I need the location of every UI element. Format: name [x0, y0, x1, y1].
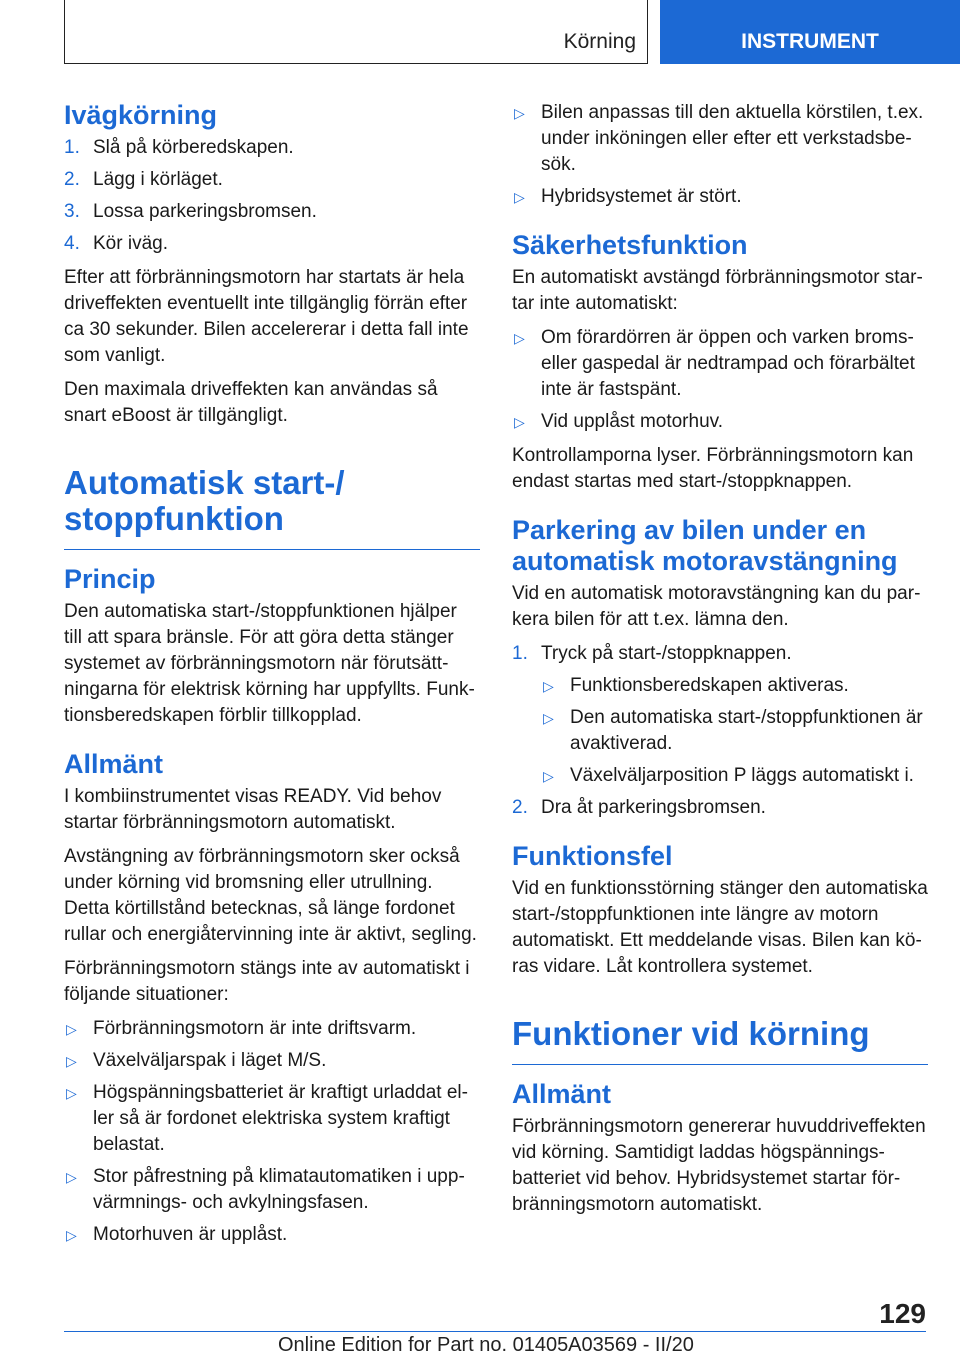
bullet-text: Den automatiska start-/stoppfunktionen är avaktiverad. [570, 707, 923, 754]
header-box [64, 0, 648, 64]
bullet-triangle-icon: ▷ [514, 330, 525, 346]
bullet-text: Stor påfrestning på klimatautomatiken i uppvärmnings- och avkylningsfasen. [93, 1166, 465, 1213]
list-item [64, 135, 480, 161]
heading-allmant-2: Allmänt [512, 1079, 612, 1109]
list-item [64, 1222, 480, 1248]
list-item [64, 1016, 480, 1042]
step-number: 3. [64, 201, 80, 222]
step-number: 1. [64, 137, 80, 158]
start-steps [64, 135, 480, 257]
bullet-text: Bilen anpassas till den aktuella körstilen, t.ex. under inköningen eller efter ett verkstadsbesök. [541, 102, 924, 175]
bullet-list [512, 100, 928, 210]
bullet-triangle-icon: ▷ [543, 710, 554, 726]
paragraph: Den automatiska start-/stoppfunktionen hjälper till att spara bränsle. För att göra detta stänger systemet av förbränningsmotorn när förutsättningarna för elektrisk körning har uppfyllts. Funktionsberedskapen förblir tillkopplad. [64, 601, 475, 726]
bullet-triangle-icon: ▷ [66, 1053, 77, 1069]
paragraph: Förbränningsmotorn genererar huvuddriveffekten vid körning. Samtidigt laddas högspänningsbatteriet vid behov. Hybridsystemet startar förbränningsmotorn automatiskt. [512, 1116, 926, 1215]
paragraph: Efter att förbränningsmotorn har startats är hela driveffekten eventuellt inte tillgänglig förrän efter ca 30 sekunder. Bilen accelererar i detta fall inte som vanligt. [64, 267, 469, 366]
heading-sakerhetsfunktion: Säkerhetsfunktion [512, 230, 748, 260]
bullet-list [512, 325, 928, 435]
paragraph: I kombiinstrumentet visas READY. Vid behov startar förbränningsmotorn automatiskt. [64, 786, 442, 833]
step-number: 2. [512, 797, 528, 818]
step-text: Kör iväg. [93, 233, 168, 254]
parking-steps [512, 641, 928, 821]
sub-bullet-list [541, 673, 928, 789]
list-item [64, 199, 480, 225]
list-item [64, 231, 480, 257]
header-tab-label: INSTRUMENT [741, 30, 879, 53]
paragraph: Vid en funktionsstörning stänger den automatiska start-/stoppfunktionen inte längre av motorn automatiskt. Ett meddelande visas. Bilen kan köras vidare. Låt kontrollera systemet. [512, 878, 928, 977]
heading-princip: Princip [64, 564, 156, 594]
paragraph: Den maximala driveffekten kan användas så snart eBoost är tillgängligt. [64, 379, 438, 426]
step-number: 4. [64, 233, 80, 254]
footer-edition: Online Edition for Part no. 01405A03569 - II/20 [278, 1334, 694, 1356]
bullet-text: Hybridsystemet är stört. [541, 186, 742, 207]
right-column [512, 100, 928, 1226]
bullet-text: Vid upplåst motorhuv. [541, 411, 724, 432]
list-item [64, 1164, 480, 1216]
heading-parkering: Parkering av bilen under en automatisk motoravstängning [512, 515, 898, 576]
bullet-triangle-icon: ▷ [514, 414, 525, 430]
heading-automatisk-start-stopp: Automatisk start-/ stoppfunktion [64, 465, 480, 550]
step-text: Slå på körberedskapen. [93, 137, 294, 158]
step-text: Tryck på start-/stoppknappen. [541, 643, 792, 664]
bullet-triangle-icon: ▷ [66, 1169, 77, 1185]
list-item [512, 325, 928, 403]
bullet-triangle-icon: ▷ [66, 1021, 77, 1037]
step-text: Lossa parkeringsbromsen. [93, 201, 317, 222]
header-chapter-tab[interactable] [660, 0, 960, 64]
bullet-triangle-icon: ▷ [514, 189, 525, 205]
header-section-title: Körning [563, 30, 636, 53]
bullet-triangle-icon: ▷ [66, 1227, 77, 1243]
step-number: 1. [512, 643, 528, 664]
list-item [64, 1080, 480, 1158]
heading-ivagkorning: Ivägkörning [64, 100, 218, 130]
list-item [64, 167, 480, 193]
list-item [64, 1048, 480, 1074]
paragraph: En automatiskt avstängd förbränningsmotor startar inte automatiskt: [512, 267, 923, 314]
bullet-triangle-icon: ▷ [66, 1085, 77, 1101]
list-item [541, 673, 928, 699]
paragraph: Förbränningsmotorn stängs inte av automatiskt i följande situationer: [64, 958, 470, 1005]
bullet-triangle-icon: ▷ [543, 768, 554, 784]
heading-allmant: Allmänt [64, 749, 164, 779]
paragraph: Kontrollamporna lyser. Förbränningsmotorn kan endast startas med start-/stoppknappen. [512, 445, 914, 492]
list-item [512, 100, 928, 178]
bullet-triangle-icon: ▷ [514, 105, 525, 121]
bullet-text: Förbränningsmotorn är inte driftsvarm. [93, 1018, 417, 1039]
list-item [512, 641, 928, 789]
list-item [512, 795, 928, 821]
paragraph: Vid en automatisk motoravstängning kan du parkera bilen för att t.ex. lämna den. [512, 583, 921, 630]
bullet-list [64, 1016, 480, 1248]
bullet-text: Högspänningsbatteriet är kraftigt urladdat eller så är fordonet elektriska system kraftigt belastat. [93, 1082, 468, 1155]
paragraph: Avstängning av förbränningsmotorn sker också under körning vid bromsning eller utrullning. Detta körtillstånd betecknas, så länge fordonet rullar och energiåtervinning inte är aktivt, segling. [64, 846, 477, 945]
left-column [64, 100, 480, 1256]
bullet-text: Växelväljarspak i läget M/S. [93, 1050, 327, 1071]
list-item [541, 705, 928, 757]
step-number: 2. [64, 169, 80, 190]
heading-funktionsfel: Funktionsfel [512, 841, 673, 871]
bullet-text: Om förardörren är öppen och varken broms- eller gaspedal är nedtrampad och förarbältet inte är fastspänt. [541, 327, 915, 400]
bullet-text: Växelväljarposition P läggs automatiskt i. [570, 765, 914, 786]
bullet-text: Funktionsberedskapen aktiveras. [570, 675, 849, 696]
page-number: 129 [879, 1298, 926, 1329]
list-item [512, 409, 928, 435]
list-item [512, 184, 928, 210]
list-item [541, 763, 928, 789]
heading-funktioner-vid-korning: Funktioner vid körning [512, 1016, 928, 1065]
step-text: Lägg i körläget. [93, 169, 223, 190]
bullet-triangle-icon: ▷ [543, 678, 554, 694]
bullet-text: Motorhuven är upplåst. [93, 1224, 288, 1245]
footer-divider [64, 1331, 926, 1332]
step-text: Dra åt parkeringsbromsen. [541, 797, 766, 818]
